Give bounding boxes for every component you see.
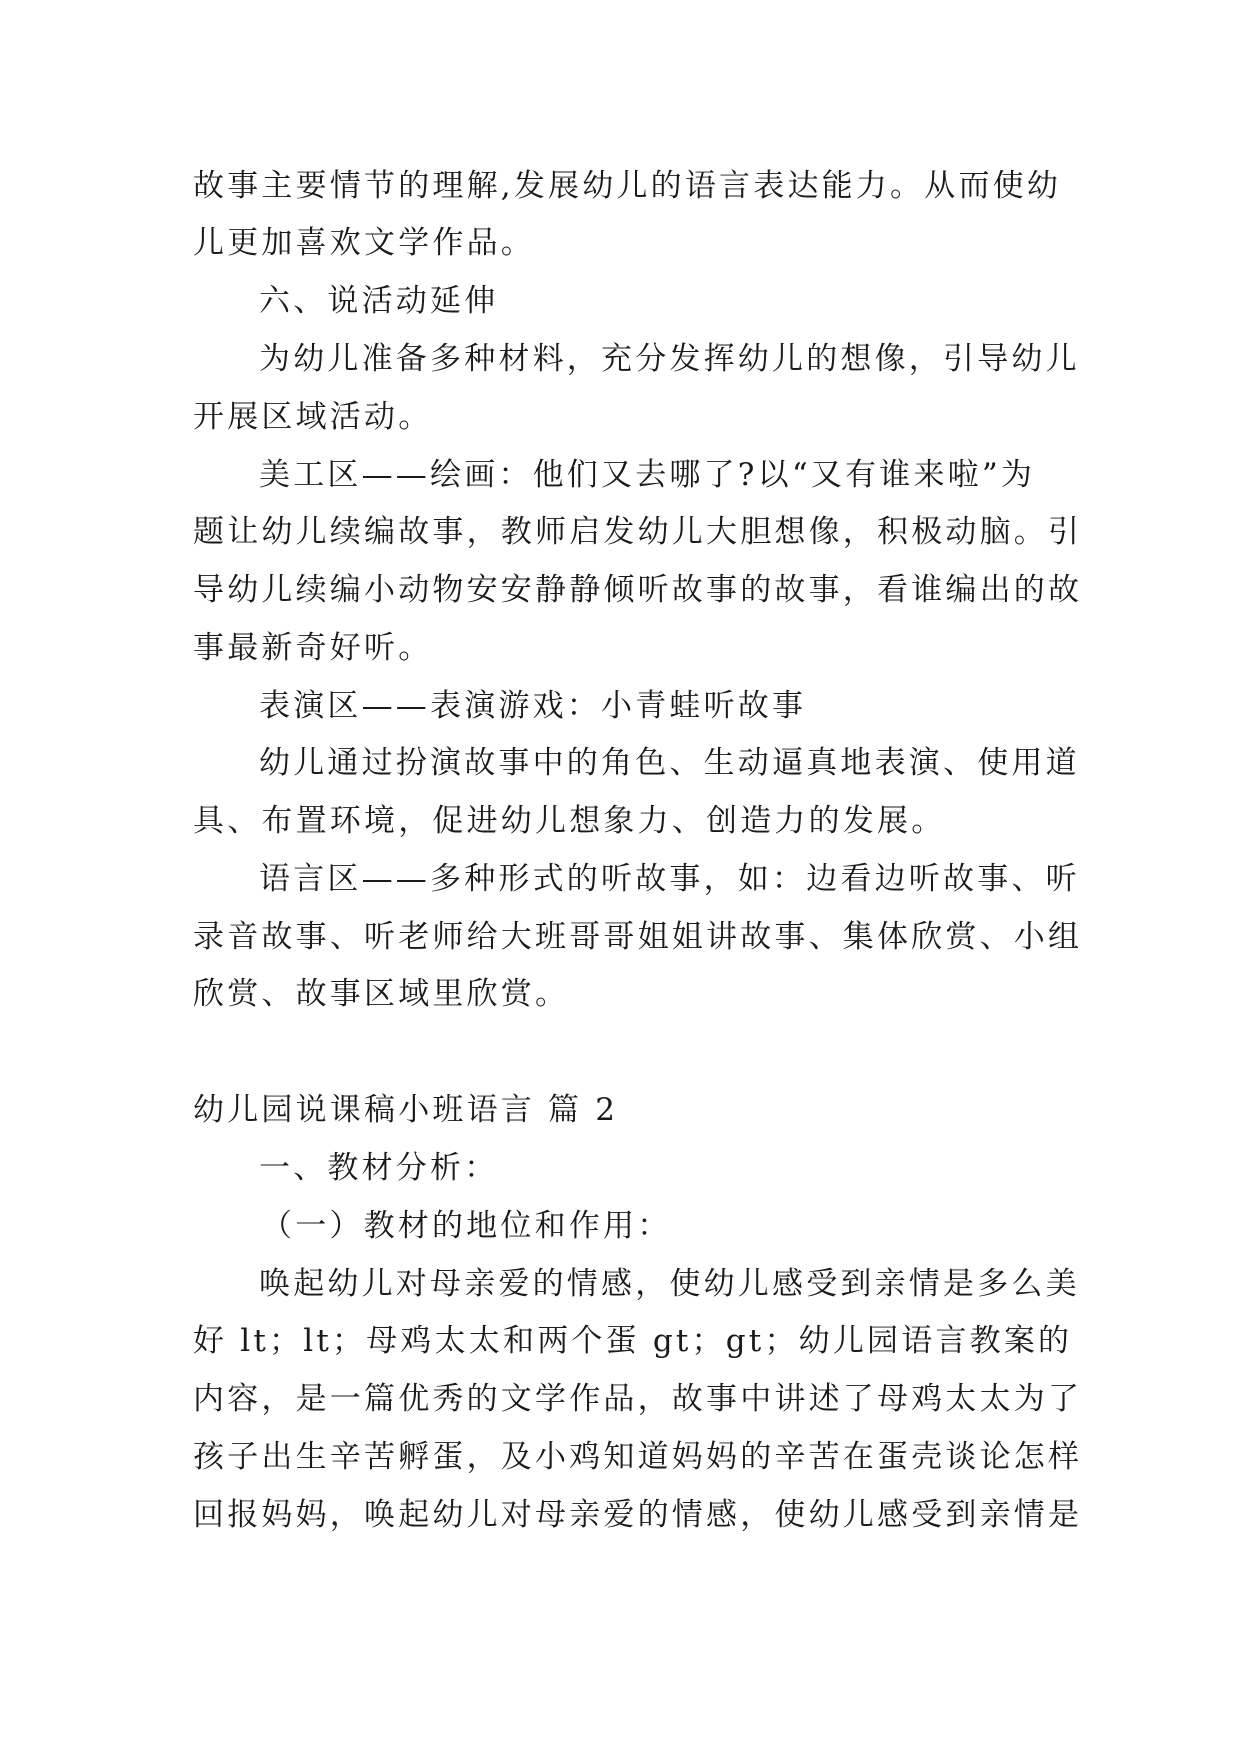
paragraph-line: 开展区域活动。 bbox=[193, 399, 433, 435]
subsection-heading: （一）教材的地位和作用： bbox=[261, 1208, 672, 1244]
paragraph-line: 表演区——表演游戏：小青蛙听故事 bbox=[259, 688, 807, 724]
paragraph-line: 孩子出生辛苦孵蛋，及小鸡知道妈妈的辛苦在蛋壳谈论怎样 bbox=[193, 1439, 1083, 1475]
paragraph-line: 事最新奇好听。 bbox=[193, 630, 433, 666]
paragraph-line: 录音故事、听老师给大班哥哥姐姐讲故事、集体欣赏、小组 bbox=[193, 919, 1083, 955]
paragraph-line: 内容，是一篇优秀的文学作品，故事中讲述了母鸡太太为了 bbox=[193, 1381, 1083, 1417]
paragraph-line: 故事主要情节的理解,发展幼儿的语言表达能力。从而使幼 bbox=[193, 168, 1062, 204]
paragraph-line: 好 lt；lt；母鸡太太和两个蛋 gt；gt；幼儿园语言教案的 bbox=[193, 1323, 1073, 1359]
paragraph-line: 唤起幼儿对母亲爱的情感，使幼儿感受到亲情是多么美 bbox=[259, 1266, 1080, 1302]
paragraph-line: 儿更加喜欢文学作品。 bbox=[193, 225, 535, 261]
section-heading: 一、教材分析： bbox=[259, 1150, 499, 1186]
article-heading: 幼儿园说课稿小班语言 篇 2 bbox=[193, 1092, 619, 1128]
paragraph-line: 导幼儿续编小动物安安静静倾听故事的故事，看谁编出的故 bbox=[193, 572, 1083, 608]
paragraph-line: 题让幼儿续编故事，教师启发幼儿大胆想像，积极动脑。引 bbox=[193, 514, 1083, 550]
paragraph-line: 语言区——多种形式的听故事，如：边看边听故事、听 bbox=[259, 861, 1080, 897]
paragraph-line: 美工区——绘画：他们又去哪了?以“又有谁来啦”为 bbox=[259, 457, 1036, 493]
section-heading: 六、说活动延伸 bbox=[259, 283, 499, 319]
paragraph-line: 欣赏、故事区域里欣赏。 bbox=[193, 976, 570, 1012]
paragraph-line: 回报妈妈，唤起幼儿对母亲爱的情感，使幼儿感受到亲情是 bbox=[193, 1497, 1083, 1533]
paragraph-line: 幼儿通过扮演故事中的角色、生动逼真地表演、使用道 bbox=[259, 745, 1080, 781]
paragraph-line: 具、布置环境，促进幼儿想象力、创造力的发展。 bbox=[193, 803, 946, 839]
paragraph-line: 为幼儿准备多种材料，充分发挥幼儿的想像，引导幼儿 bbox=[259, 341, 1080, 377]
